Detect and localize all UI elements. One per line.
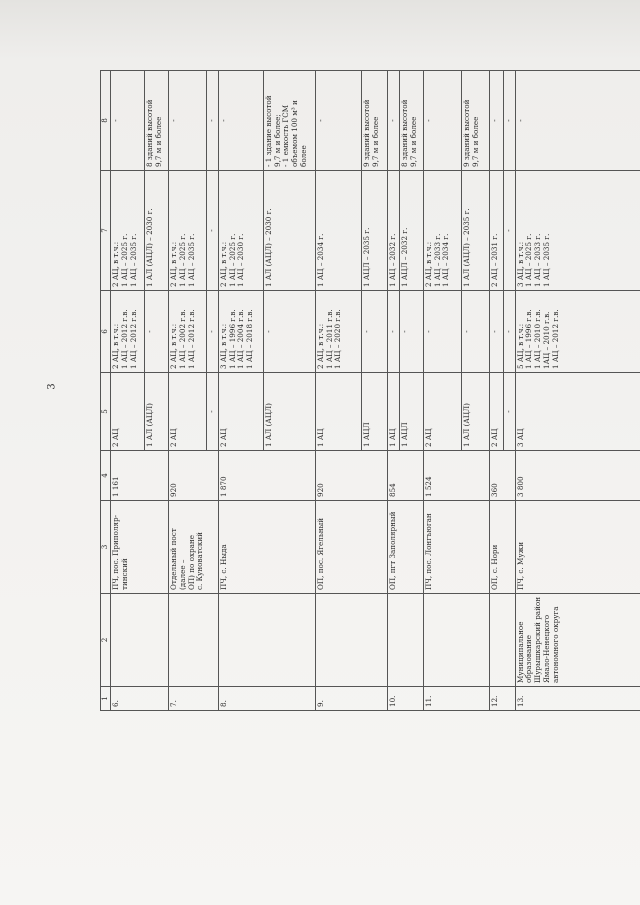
existing-cell: 3 АЦ, в т.ч.: 1 АЦ – 1996 г.в. 1 АЦ – 2004 г.в. 1 АЦ – 2018 г.в. [218, 291, 263, 373]
plan-cell: 3 АЦ, в т.ч.: 1 АЦ – 2025 г. 1 АЦ – 2033 г. 1 АЦ – 2035 г. [515, 171, 640, 291]
equipment-cell: 2 АЦ [169, 373, 207, 451]
resources-table [100, 70, 640, 711]
note-cell: 8 зданий высотой 9,7 м и более [145, 71, 169, 171]
municipality-cell [169, 594, 219, 687]
existing-cell: - [387, 291, 399, 373]
plan-cell: 1 АЦ – 2034 г. [315, 171, 361, 291]
unit-name: ОП, пос. Ягельный [315, 501, 387, 594]
rotated-page [100, 71, 640, 711]
row-number: 12. [489, 687, 515, 711]
municipality-cell [423, 594, 489, 687]
plan-cell: 2 АЦ, в т.ч.: 1 АЦ – 2025 г. 1 АЦ – 2030 г. [218, 171, 263, 291]
existing-cell: - [489, 291, 503, 373]
area-cell: 1 524 [423, 451, 489, 501]
table-row [315, 71, 361, 711]
equipment-cell: 1 АЦЛ [399, 373, 423, 451]
note-cell: - [515, 71, 640, 171]
unit-name: Отдельный пост (далее – ОП) по охране с. Куноватский [169, 501, 219, 594]
plan-cell: 1 АЛ (АЦЛ) – 2030 г. [263, 171, 315, 291]
row-number: 10. [387, 687, 423, 711]
row-number: 6. [111, 687, 169, 711]
table-row [111, 71, 145, 711]
header-cell: 7 [101, 171, 111, 291]
plan-cell: 1 АЦЛ – 2032 г. [399, 171, 423, 291]
note-cell: 9 зданий высотой 9,7 м и более [361, 71, 387, 171]
equipment-cell: 2 АЦ [489, 373, 503, 451]
existing-cell: - [145, 291, 169, 373]
municipality-cell [315, 594, 387, 687]
existing-cell: - [263, 291, 315, 373]
unit-name: ПЧ, с. Мужи [515, 501, 640, 594]
plan-cell: - [503, 171, 515, 291]
plan-cell: 1 АЛ (АЦЛ) – 2030 г. [145, 171, 169, 291]
unit-name: ПЧ, пос. Лонгъюган [423, 501, 489, 594]
note-cell: 9 зданий высотой 9,7 м и более [461, 71, 489, 171]
unit-name: ПЧ, пос. Приполяр- тинский [111, 501, 169, 594]
area-cell: 854 [387, 451, 423, 501]
existing-cell: 2 АЦ, в т.ч.: 1 АЦ – 2012 г.в. 1 АЦ – 2012 г.в. [111, 291, 145, 373]
header-cell: 5 [101, 373, 111, 451]
unit-name: ОП, пгт Заполярный [387, 501, 423, 594]
plan-cell: 1 АЦЛ – 2035 г. [361, 171, 387, 291]
area-cell: 3 800 [515, 451, 640, 501]
note-cell: 8 зданий высотой 9,7 м и более [399, 71, 423, 171]
note-cell: - [489, 71, 503, 171]
plan-cell: 2 АЦ, в т.ч.: 1 АЦ – 2033 г. 1 АЦ – 2034 г. [423, 171, 461, 291]
existing-cell: 2 АЦ, в т.ч.: 1 АЦ – 2011 г.в. 1 АЦ – 2020 г.в. [315, 291, 361, 373]
equipment-cell: - [503, 373, 515, 451]
header-cell: 1 [101, 687, 111, 711]
existing-cell: 5 АЦ, в т.ч.: 1 АЦ – 1996 г.в. 1 АЦ – 2010 г.в. 1АЦ – 2010 г.в. 1 АЦ – 2012 г.в. [515, 291, 640, 373]
municipality-cell [218, 594, 315, 687]
note-cell: - [315, 71, 361, 171]
note-cell: - 1 здание высотой 9,7 м и более; - 1 емкость ГСМ объемом 100 м³ и более [263, 71, 315, 171]
existing-cell: - [399, 291, 423, 373]
note-cell: - [423, 71, 461, 171]
plan-cell: 2 АЦ – 2031 г. [489, 171, 503, 291]
table-row [387, 71, 399, 711]
page-number: 3 [46, 383, 58, 390]
area-cell: 1 870 [218, 451, 315, 501]
plan-cell: 2 АЦ, в т.ч.: 1 АЦ – 2025 г. 1 АЦ – 2035 г. [111, 171, 145, 291]
equipment-cell: 1 АЦ [315, 373, 361, 451]
table-row [489, 71, 503, 711]
equipment-cell: 1 АЛ (АЦЛ) [145, 373, 169, 451]
existing-cell: - [461, 291, 489, 373]
unit-name: ОП, с. Нори [489, 501, 515, 594]
equipment-cell: 1 АЛ (АЦЛ) [263, 373, 315, 451]
row-number: 7. [169, 687, 219, 711]
equipment-cell: 1 АЛ (АЦЛ) [461, 373, 489, 451]
existing-cell: - [503, 291, 515, 373]
row-number: 13. [515, 687, 640, 711]
header-cell: 8 [101, 71, 111, 171]
header-cell: 4 [101, 451, 111, 501]
header-row [101, 71, 111, 711]
equipment-cell: 3 АЦ [515, 373, 640, 451]
equipment-cell: 1 АЦ [387, 373, 399, 451]
table-row [515, 71, 640, 711]
row-number: 9. [315, 687, 387, 711]
municipality-cell [111, 594, 169, 687]
area-cell: 920 [315, 451, 387, 501]
row-number: 8. [218, 687, 315, 711]
note-cell: - [207, 71, 219, 171]
area-cell: 920 [169, 451, 219, 501]
plan-cell: 1 АЛ (АЦЛ) – 2035 г. [461, 171, 489, 291]
plan-cell: - [207, 171, 219, 291]
plan-cell: 2 АЦ, в т.ч.: 1 АЦ – 2025 г. 1 АЦ – 2035 г. [169, 171, 207, 291]
municipality-cell [387, 594, 423, 687]
municipality-cell [489, 594, 515, 687]
note-cell: - [169, 71, 207, 171]
area-cell: 1 161 [111, 451, 169, 501]
existing-cell: - [207, 291, 219, 373]
existing-cell: - [423, 291, 461, 373]
equipment-cell: - [207, 373, 219, 451]
existing-cell: - [361, 291, 387, 373]
equipment-cell: 2 АЦ [423, 373, 461, 451]
note-cell: - [111, 71, 145, 171]
equipment-cell: 2 АЦ [111, 373, 145, 451]
municipality-cell: Муниципальное образование Шурышкарский район Ямало-Ненецкого автономного округа [515, 594, 640, 687]
area-cell: 360 [489, 451, 515, 501]
equipment-cell: 2 АЦ [218, 373, 263, 451]
header-cell: 3 [101, 501, 111, 594]
existing-cell: 2 АЦ, в т.ч.: 1 АЦ – 2002 г.в. 1 АЦ – 2012 г.в. [169, 291, 207, 373]
header-cell: 6 [101, 291, 111, 373]
header-cell: 2 [101, 594, 111, 687]
equipment-cell: 1 АЦЛ [361, 373, 387, 451]
unit-name: ПЧ, с. Ныда [218, 501, 315, 594]
note-cell: - [387, 71, 399, 171]
row-number: 11. [423, 687, 489, 711]
table-row [218, 71, 263, 711]
note-cell: - [503, 71, 515, 171]
table-row [423, 71, 461, 711]
note-cell: - [218, 71, 263, 171]
table-row [169, 71, 207, 711]
plan-cell: 1 АЦ – 2032 г. [387, 171, 399, 291]
